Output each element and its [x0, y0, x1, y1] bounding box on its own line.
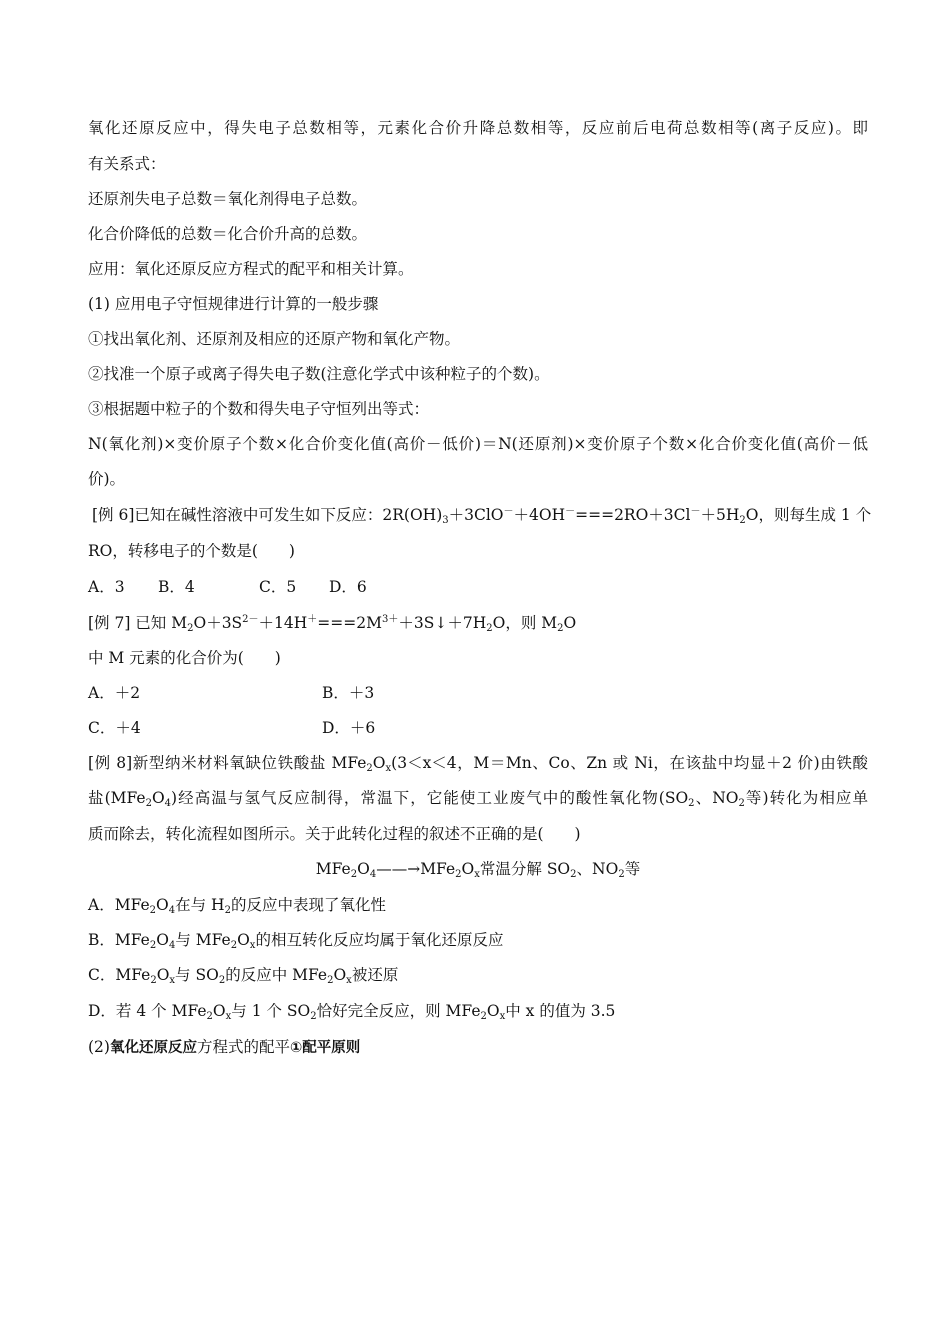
- ex8-D3: 与 1 个 SO: [231, 1002, 311, 1020]
- ex8-A-sub4: 4: [168, 905, 176, 916]
- ex8-B-sub2b: 2: [230, 940, 238, 951]
- ex6-option-a: A．3: [88, 578, 125, 596]
- application-line: 应用：氧化还原反应方程式的配平和相关计算。: [88, 260, 414, 278]
- step-3: ③根据题中粒子的个数和得失电子守恒列出等式：: [88, 400, 430, 418]
- example-7-options-row2: [88, 717, 868, 739]
- example-8-flow: [88, 858, 868, 880]
- ex6-sup-minus-1: －: [503, 506, 514, 517]
- example-7-options-row1: [88, 682, 868, 704]
- ex8-b-sub4: 4: [164, 798, 172, 809]
- ex8-D-sub2c: 2: [480, 1011, 487, 1022]
- step-1: ①找出氧化剂、还原剂及相应的还原产物和氧化产物。: [88, 330, 461, 348]
- flow-subx: x: [474, 869, 480, 880]
- ex7-text-d: ===2M: [317, 614, 382, 632]
- ex8-B2: O: [156, 931, 169, 949]
- ex8-a2: O: [372, 754, 386, 772]
- example-7-question-cont: 中 M 元素的化合价为( ): [88, 649, 281, 667]
- ex7-sub-1: 2: [187, 623, 194, 634]
- section-2-bold-a: 氧化还原反应: [109, 1040, 197, 1056]
- ex8-D-sub2: 2: [206, 1011, 213, 1022]
- ex8-b5: 等)转化为相应单: [744, 789, 868, 807]
- ex8-B4: O: [237, 931, 250, 949]
- flow-sub4: 4: [369, 869, 377, 880]
- example-8-line3: 质而除去，转化流程如图所示。关于此转化过程的叙述不正确的是( ): [88, 825, 581, 843]
- ex6-text-c: ＋4OH: [513, 506, 566, 524]
- ex8-a-subx: x: [385, 763, 392, 774]
- flow-sub2a: 2: [350, 869, 358, 880]
- ex7-text-c: ＋14H: [258, 614, 308, 632]
- flow-f1: MFe: [315, 860, 351, 878]
- ex8-A3: 在与 H: [175, 896, 225, 914]
- flow-sub2c: 2: [570, 869, 577, 880]
- ex8-C4: 的反应中 MFe: [225, 966, 328, 984]
- flow-f4: O: [461, 860, 475, 878]
- ex6-text-a: [例 6]已知在碱性溶液中可发生如下反应：2R(OH): [92, 506, 443, 524]
- ex8-C1: C．MFe: [88, 966, 151, 984]
- flow-f2: O: [357, 860, 370, 878]
- ex8-D6: 中 x 的值为 3.5: [505, 1002, 616, 1020]
- ex8-C-sub2c: 2: [327, 975, 334, 986]
- ex8-C6: 被还原: [351, 966, 399, 984]
- ex8-option-b: [88, 929, 868, 951]
- ex8-b-sub2c: 2: [738, 798, 745, 809]
- example-8-line2: [88, 787, 868, 809]
- ex8-b4: 、NO: [694, 789, 739, 807]
- ex6-sup-minus-2: －: [565, 506, 576, 517]
- ex8-A-sub2: 2: [149, 905, 157, 916]
- ex7-option-b: B．＋3: [322, 684, 375, 702]
- ex7-sup-h: ＋: [307, 614, 318, 625]
- ex8-b-sub2b: 2: [688, 798, 695, 809]
- ex8-b3: )经高温与氢气反应制得，常温下，它能使工业废气中的酸性氧化物(SO: [171, 789, 689, 807]
- relation-valence: 化合价降低的总数＝化合价升高的总数。: [88, 225, 368, 243]
- ex6-text-b: ＋3ClO: [448, 506, 504, 524]
- ex7-sub-3: 2: [557, 623, 564, 634]
- section-2-heading: [88, 1036, 868, 1059]
- ex8-D1: D．若 4 个 MFe: [88, 1002, 207, 1020]
- section-2-number: (2): [88, 1038, 110, 1056]
- example-6-options: [88, 576, 868, 598]
- ex8-D4: 恰好完全反应，则 MFe: [316, 1002, 481, 1020]
- step-2: ②找准一个原子或离子得失电子数(注意化学式中该种粒子的个数)。: [88, 365, 550, 383]
- ex7-sub-2: 2: [486, 623, 493, 634]
- section-2-plain: 方程式的配平: [196, 1038, 290, 1056]
- ex6-sup-minus-3: －: [690, 506, 701, 517]
- ex8-B-subx: x: [249, 940, 256, 951]
- ex7-text-e: ＋3S↓＋7H: [398, 614, 487, 632]
- flow-sub2d: 2: [618, 869, 625, 880]
- ex6-option-c: C．5: [259, 578, 297, 596]
- ex6-text-d: ===2RO＋3Cl: [575, 506, 691, 524]
- ex8-b2: O: [151, 789, 165, 807]
- ex8-A4: 的反应中表现了氧化性: [230, 896, 386, 914]
- section-2-bold-b: ①配平原则: [289, 1040, 361, 1056]
- ex6-sub-2: 2: [739, 515, 746, 526]
- example-7-question: [88, 612, 868, 634]
- ex8-A2: O: [156, 896, 169, 914]
- ex8-B5: 的相互转化反应均属于氧化还原反应: [255, 931, 504, 949]
- ex8-C-sub2b: 2: [218, 975, 226, 986]
- ex7-text-b: O＋3S: [193, 614, 243, 632]
- formula-line1: N(氧化剂)×变价原子个数×化合价变化值(高价－低价)＝N(还原剂)×变价原子个数×化合价变化值(高价－低: [88, 435, 868, 453]
- ex8-C2: O: [156, 966, 170, 984]
- ex8-B-sub2: 2: [149, 940, 157, 951]
- ex7-option-d: D．＋6: [322, 719, 376, 737]
- ex7-sup-s: 2－: [242, 614, 259, 625]
- ex6-option-d: D．6: [329, 578, 367, 596]
- ex8-option-c: [88, 964, 868, 986]
- ex8-a3: (3＜x＜4，M＝Mn、Co、Zn 或 Ni，在该盐中均显＋2 价)由铁酸: [391, 754, 868, 772]
- ex8-C3: 与 SO: [175, 966, 219, 984]
- ex8-D5: O: [486, 1002, 500, 1020]
- example-6-question: [92, 504, 872, 526]
- ex8-D2: O: [212, 1002, 226, 1020]
- flow-f7: 等: [624, 860, 641, 878]
- example-8-line1: [88, 752, 868, 774]
- ex8-C-sub2: 2: [150, 975, 157, 986]
- ex8-D-subx: x: [225, 1011, 232, 1022]
- ex8-option-d: [88, 1000, 868, 1022]
- ex7-text-g: O: [563, 614, 577, 632]
- para-principle-line1: 氧化还原反应中，得失电子总数相等，元素化合价升降总数相等，反应前后电荷总数相等(离子反应)。即: [88, 119, 868, 137]
- ex7-option-a: A．＋2: [88, 684, 141, 702]
- ex7-sup-m: 3＋: [382, 614, 399, 625]
- relation-electrons: 还原剂失电子总数＝氧化剂得电子总数。: [88, 190, 368, 208]
- ex7-option-c: C．＋4: [88, 719, 141, 737]
- section-1-heading: (1) 应用电子守恒规律进行计算的一般步骤: [88, 295, 379, 313]
- ex7-text-f: O，则 M: [492, 614, 558, 632]
- ex8-B3: 与 MFe: [175, 931, 231, 949]
- ex8-B1: B．MFe: [88, 931, 150, 949]
- para-principle-line2: 有关系式：: [88, 155, 166, 173]
- flow-f5: 常温分解 SO: [479, 860, 571, 878]
- ex8-C5: O: [333, 966, 347, 984]
- ex8-b-sub2: 2: [145, 798, 152, 809]
- ex8-D-subx2: x: [499, 1011, 506, 1022]
- example-6-question-cont: RO，转移电子的个数是( ): [88, 542, 295, 560]
- ex7-text-a: [例 7] 已知 M: [88, 614, 188, 632]
- ex8-C-subx: x: [169, 975, 176, 986]
- ex8-C-subx2: x: [346, 975, 352, 986]
- ex8-b1: 盐(MFe: [88, 789, 146, 807]
- flow-f6: 、NO: [576, 860, 619, 878]
- ex8-A-sub2b: 2: [224, 905, 231, 916]
- flow-arrow: ——→MFe: [376, 860, 456, 878]
- ex6-text-f: O，则每生成 1 个: [745, 506, 872, 524]
- ex6-sub-3: 3: [442, 515, 449, 526]
- formula-line2: 价)。: [88, 470, 126, 488]
- ex8-D-sub2b: 2: [310, 1011, 317, 1022]
- ex6-option-b: B．4: [158, 578, 195, 596]
- ex6-text-e: ＋5H: [700, 506, 740, 524]
- ex8-option-a: [88, 894, 868, 916]
- ex8-a1: [例 8]新型纳米材料氧缺位铁酸盐 MFe: [88, 754, 367, 772]
- ex8-B-sub4: 4: [168, 940, 176, 951]
- flow-sub2b: 2: [455, 869, 462, 880]
- ex8-a-sub2: 2: [366, 763, 373, 774]
- ex8-A1: A．MFe: [88, 896, 150, 914]
